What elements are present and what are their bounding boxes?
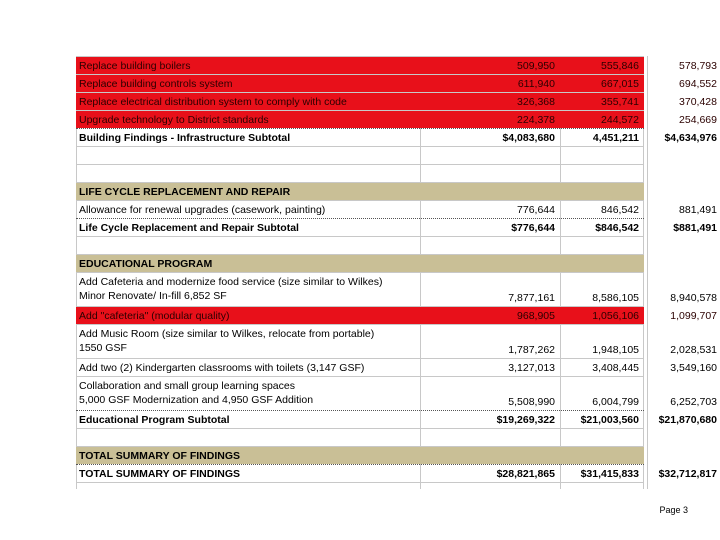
table-row (76, 272, 717, 306)
table-row (76, 376, 717, 410)
value-year-3: 254,669 (679, 113, 717, 126)
value-year-3: $4,634,976 (664, 131, 717, 144)
value-year-3 (648, 483, 719, 500)
blank-row (76, 236, 644, 254)
value-year-2 (560, 165, 647, 182)
value-year-2 (560, 147, 647, 164)
blank-row (76, 164, 644, 182)
table-row (76, 56, 717, 74)
value-year-2: 667,015 (601, 77, 639, 90)
row-label (79, 147, 419, 164)
value-year-2: 4,451,211 (592, 131, 639, 144)
table-row (76, 324, 717, 358)
value-year-1: 1,787,262 (508, 344, 555, 356)
value-year-1: $19,269,322 (496, 413, 555, 426)
row-label: Allowance for renewal upgrades (casework, painting) (79, 203, 326, 216)
value-year-2: 846,542 (601, 203, 639, 216)
value-year-3 (648, 447, 719, 464)
table-row (76, 128, 717, 146)
value-year-3 (648, 255, 719, 272)
value-year-3: $21,870,680 (658, 413, 717, 426)
table-row (76, 74, 717, 92)
value-year-1: $4,083,680 (502, 131, 555, 144)
row-label: Collaboration and small group learning spaces 5,000 GSF Modernization and 4,950 GSF Addition (79, 380, 314, 406)
value-year-1: $776,644 (511, 221, 555, 234)
row-label: Building Findings - Infrastructure Subtotal (79, 131, 291, 144)
section-header-row (76, 182, 644, 200)
value-year-3 (648, 237, 719, 254)
value-year-1: 3,127,013 (508, 361, 555, 374)
value-year-1: 611,940 (517, 77, 555, 90)
value-year-3: 3,549,160 (670, 361, 717, 374)
value-year-3: 2,028,531 (670, 344, 717, 356)
row-label: Upgrade technology to District standards (79, 113, 269, 126)
section-header-row (76, 446, 644, 464)
row-label (79, 165, 419, 182)
value-year-3: 694,552 (679, 77, 717, 90)
value-year-2 (560, 237, 647, 254)
value-year-1: 224,378 (517, 113, 555, 126)
row-label (79, 483, 419, 500)
value-year-2 (560, 183, 647, 200)
value-year-2: 1,056,106 (592, 309, 639, 322)
value-year-3 (648, 429, 719, 446)
table-row (76, 464, 717, 482)
value-year-2: 8,586,105 (592, 292, 639, 304)
row-label: Add Cafeteria and modernize food service (size similar to Wilkes) Minor Renovate/ In-fill 6,852 SF (79, 276, 383, 302)
table-row (76, 92, 717, 110)
value-year-3: 6,252,703 (670, 396, 717, 408)
row-label: Educational Program Subtotal (79, 413, 230, 426)
value-year-2: 3,408,445 (592, 361, 639, 374)
row-label: LIFE CYCLE REPLACEMENT AND REPAIR (79, 185, 291, 198)
table-row (76, 306, 717, 324)
value-year-1 (420, 147, 560, 164)
value-year-1: 5,508,990 (508, 396, 555, 408)
value-year-2: 555,846 (601, 59, 639, 72)
row-label: Replace electrical distribution system to comply with code (79, 95, 347, 108)
value-year-1: 7,877,161 (508, 292, 555, 304)
row-label: Replace building boilers (79, 59, 191, 72)
value-year-3: 370,428 (679, 95, 717, 108)
value-year-1: 968,905 (517, 309, 555, 322)
value-year-2: 355,741 (601, 95, 639, 108)
blank-row (76, 428, 644, 446)
row-label: Add Music Room (size similar to Wilkes, relocate from portable) 1550 GSF (79, 328, 375, 354)
value-year-1: $28,821,865 (496, 467, 555, 480)
cost-table (76, 56, 717, 500)
value-year-3: $32,712,817 (658, 467, 717, 480)
row-label: Add "cafeteria" (modular quality) (79, 309, 230, 322)
value-year-1 (420, 165, 560, 182)
value-year-1: 509,950 (517, 59, 555, 72)
row-label: TOTAL SUMMARY OF FINDINGS (79, 449, 241, 462)
row-label: TOTAL SUMMARY OF FINDINGS (79, 467, 241, 480)
section-header-row (76, 254, 644, 272)
value-year-1: 776,644 (517, 203, 555, 216)
table-row (76, 218, 717, 236)
value-year-2 (560, 447, 647, 464)
value-year-3: 8,940,578 (670, 292, 717, 304)
row-label: Add two (2) Kindergarten classrooms with toilets (3,147 GSF) (79, 361, 365, 374)
value-year-2 (560, 483, 647, 500)
page-number: Page 3 (659, 505, 688, 515)
value-year-1 (420, 183, 560, 200)
value-year-3: $881,491 (673, 221, 717, 234)
value-year-2: $846,542 (595, 221, 639, 234)
value-year-1 (420, 483, 560, 500)
value-year-2: 6,004,799 (592, 396, 639, 408)
value-year-1 (420, 447, 560, 464)
table-row (76, 358, 717, 376)
value-year-3 (648, 183, 719, 200)
value-year-3: 1,099,707 (670, 309, 717, 322)
value-year-2 (560, 255, 647, 272)
table-row (76, 410, 717, 428)
row-label (79, 429, 419, 446)
value-year-1 (420, 429, 560, 446)
row-label: Replace building controls system (79, 77, 233, 90)
value-year-2: $21,003,560 (580, 413, 639, 426)
row-label (79, 237, 419, 254)
row-label: Life Cycle Replacement and Repair Subtotal (79, 221, 299, 234)
value-year-1 (420, 237, 560, 254)
value-year-3: 578,793 (679, 59, 717, 72)
value-year-2: 1,948,105 (592, 344, 639, 356)
value-year-2: $31,415,833 (580, 467, 639, 480)
value-year-2 (560, 429, 647, 446)
row-label: EDUCATIONAL PROGRAM (79, 257, 213, 270)
value-year-2: 244,572 (601, 113, 639, 126)
value-year-1: 326,368 (517, 95, 555, 108)
blank-row (76, 482, 644, 500)
table-row (76, 110, 717, 128)
value-year-1 (420, 255, 560, 272)
value-year-3 (648, 165, 719, 182)
table-row (76, 200, 717, 218)
value-year-3 (648, 147, 719, 164)
value-year-3: 881,491 (679, 203, 717, 216)
blank-row (76, 146, 644, 164)
